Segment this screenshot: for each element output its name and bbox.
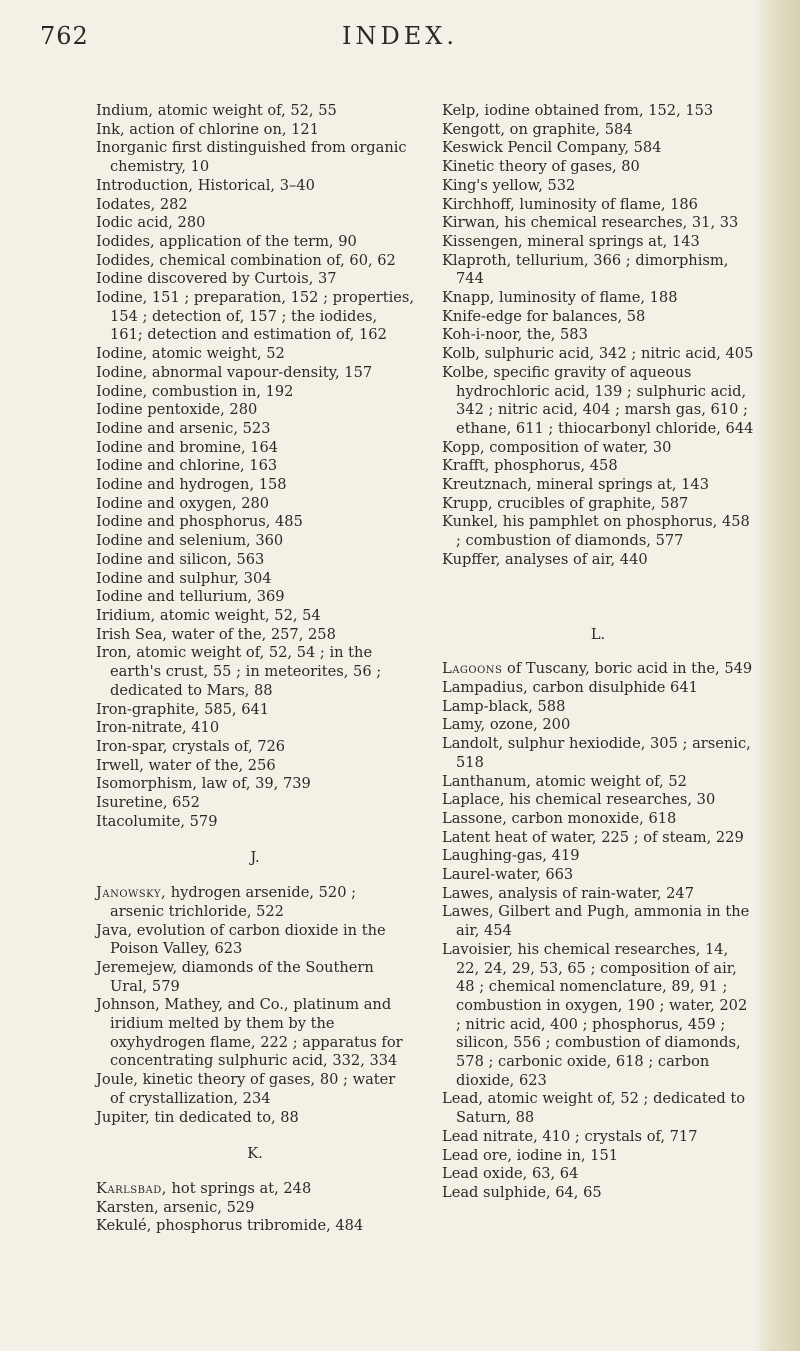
index-entry: Kengott, on graphite, 584	[442, 120, 633, 138]
index-entry: Latent heat of water, 225 ; of steam, 229	[442, 828, 744, 846]
index-entry: Iodine, atomic weight, 52	[96, 345, 285, 363]
index-entry: Iodine and silicon, 563	[96, 550, 265, 568]
index-entry: Lampadius, carbon disulphide 641	[442, 678, 698, 696]
index-entry: Introduction, Historical, 3–40	[96, 176, 315, 194]
index-entry: Keswick Pencil Company, 584	[442, 139, 662, 157]
index-entry: Kreutznach, mineral springs at, 143	[442, 476, 709, 494]
index-entry: Laughing-gas, 419	[442, 847, 580, 865]
index-entry: Iodine and bromine, 164	[96, 438, 279, 456]
index-entry: Lawes, Gilbert and Pugh, ammonia in the air, 454	[442, 903, 750, 940]
index-column-right	[442, 102, 754, 1203]
index-entry: Koh-i-noor, the, 583	[442, 326, 588, 344]
index-entry: Iodides, chemical combination of, 60, 62	[96, 251, 396, 269]
index-entry: Laurel-water, 663	[442, 866, 574, 884]
entries-k	[96, 1199, 414, 1236]
entry-lead-word: Karlsbad,	[96, 1179, 167, 1197]
index-entry: Iodine, 151 ; preparation, 152 ; properties, 154 ; detection of, 157 ; the iodides, 161; detection and estimation of, 162	[96, 289, 414, 344]
index-entry: Irwell, water of the, 256	[96, 756, 276, 774]
entry-lead-word: Lagoons	[442, 660, 503, 678]
index-entry: Kirchhoff, luminosity of flame, 186	[442, 195, 698, 213]
index-entry	[96, 1180, 414, 1199]
page-edge-shadow	[754, 0, 800, 1351]
index-entry	[96, 884, 414, 921]
index-entry: Laplace, his chemical researches, 30	[442, 791, 716, 809]
index-entry: Kupffer, analyses of air, 440	[442, 550, 648, 568]
index-entry: Java, evolution of carbon dioxide in the Poison Valley, 623	[96, 921, 386, 958]
section-letter-j: J.	[250, 849, 260, 867]
index-entry: Jupiter, tin dedicated to, 88	[96, 1108, 299, 1126]
index-entry: Lead nitrate, 410 ; crystals of, 717	[442, 1127, 698, 1145]
index-entry: Landolt, sulphur hexiodide, 305 ; arsenic, 518	[442, 735, 751, 771]
index-entry: Iodides, application of the term, 90	[96, 232, 357, 250]
index-entry: Kinetic theory of gases, 80	[442, 158, 640, 176]
page-header	[0, 18, 800, 68]
index-entry: Iodine and chlorine, 163	[96, 457, 278, 475]
entries-k-continued	[442, 102, 754, 570]
index-entry: Iodic acid, 280	[96, 214, 206, 232]
index-entry: Lamp-black, 588	[442, 697, 566, 715]
index-entry: Lanthanum, atomic weight of, 52	[442, 772, 687, 790]
index-entry: Kirwan, his chemical researches, 31, 33	[442, 214, 739, 232]
entries-i	[96, 102, 414, 831]
index-entry: Iodine pentoxide, 280	[96, 401, 258, 419]
index-entry: Lawes, analysis of rain-water, 247	[442, 884, 694, 902]
index-entry: Lavoisier, his chemical researches, 14, 22, 24, 29, 53, 65 ; composition of air, 48 ; chemical nomenclature, 89, 91 ; combustion in oxygen, 190 ; water, 202 ; nitric acid, 400 ; phosphorus, 459 ; silicon, 556 ; combustion of diamonds, 578 ; carbonic oxide, 618 ; carbon dioxide, 623	[442, 940, 748, 1089]
index-entry: Kolbe, specific gravity of aqueous hydrochloric acid, 139 ; sulphuric acid, 342 ; nitric acid, 404 ; marsh gas, 610 ; ethane, 611 ; thiocarbonyl chloride, 644	[442, 363, 754, 437]
entries-j	[96, 922, 414, 1128]
entry-text: hydrogen arsenide, 520 ; arsenic trichloride, 522	[110, 884, 357, 920]
section-letter-l: L.	[590, 625, 606, 643]
index-entry: Isuretine, 652	[96, 794, 200, 812]
index-entry: Iodine and selenium, 360	[96, 532, 284, 550]
index-entry	[442, 660, 754, 679]
entry-text: hot springs at, 248	[166, 1179, 312, 1197]
index-entry: Isomorphism, law of, 39, 739	[96, 775, 311, 793]
index-entry: Indium, atomic weight of, 52, 55	[96, 102, 337, 119]
index-entry: Iodine, abnormal vapour-density, 157	[96, 363, 373, 381]
index-entry: Kelp, iodine obtained from, 152, 153	[442, 102, 714, 119]
index-entry: Joule, kinetic theory of gases, 80 ; water of crystallization, 234	[96, 1071, 396, 1107]
section-letter-k: K.	[247, 1145, 263, 1163]
index-entry: Kunkel, his pamphlet on phosphorus, 458 ; combustion of diamonds, 577	[442, 513, 750, 550]
entry-lead-word: Janowsky,	[96, 884, 167, 902]
index-entry: Lamy, ozone, 200	[442, 716, 571, 734]
index-entry: Knapp, luminosity of flame, 188	[442, 289, 678, 307]
index-entry: Lassone, carbon monoxide, 618	[442, 809, 677, 827]
index-entry: Knife-edge for balances, 58	[442, 307, 646, 325]
index-entry: Krafft, phosphorus, 458	[442, 457, 618, 475]
index-entry: Ink, action of chlorine on, 121	[96, 120, 320, 138]
entry-text: of Tuscany, boric acid in the, 549	[502, 660, 753, 678]
index-entry: Lead sulphide, 64, 65	[442, 1183, 602, 1201]
index-entry: Iron, atomic weight of, 52, 54 ; in the earth's crust, 55 ; in meteorites, 56 ; dedicated to Mars, 88	[96, 644, 382, 699]
index-entry: Kolb, sulphuric acid, 342 ; nitric acid, 405	[442, 345, 754, 363]
index-entry: King's yellow, 532	[442, 176, 576, 194]
index-column-left	[96, 102, 414, 1236]
index-entry: Iridium, atomic weight, 52, 54	[96, 606, 321, 624]
running-title: INDEX.	[342, 22, 458, 50]
index-entry: Karsten, arsenic, 529	[96, 1198, 255, 1216]
index-entry: Iodine, combustion in, 192	[96, 382, 294, 400]
index-entry: Iodine and phosphorus, 485	[96, 513, 303, 531]
index-entry: Iodine and sulphur, 304	[96, 569, 272, 587]
index-entry: Itacolumite, 579	[96, 812, 218, 830]
index-entry: Iron-graphite, 585, 641	[96, 700, 270, 718]
index-entry: Jeremejew, diamonds of the Southern Ural, 579	[96, 958, 374, 995]
index-entry: Johnson, Mathey, and Co., platinum and iridium melted by them by the oxyhydrogen flame, 222 ; apparatus for concentrating sulphuric acid, 332, 334	[96, 996, 403, 1070]
index-entry: Lead oxide, 63, 64	[442, 1165, 579, 1183]
index-entry: Iodine discovered by Curtois, 37	[96, 270, 337, 288]
index-entry: Kissengen, mineral springs at, 143	[442, 232, 700, 250]
index-entry: Iodine and oxygen, 280	[96, 494, 270, 512]
index-entry: Lead, atomic weight of, 52 ; dedicated to Saturn, 88	[442, 1090, 746, 1127]
index-entry: Lead ore, iodine in, 151	[442, 1146, 619, 1164]
entries-l	[442, 679, 754, 1203]
index-entry: Irish Sea, water of the, 257, 258	[96, 625, 336, 643]
index-entry: Iodates, 282	[96, 195, 188, 213]
index-entry: Inorganic first distinguished from organic chemistry, 10	[96, 139, 407, 176]
page-number: 762	[40, 22, 89, 50]
index-entry: Kekulé, phosphorus tribromide, 484	[96, 1217, 364, 1235]
index-entry: Kopp, composition of water, 30	[442, 438, 672, 456]
index-entry: Iodine and arsenic, 523	[96, 419, 271, 437]
index-entry: Krupp, crucibles of graphite, 587	[442, 494, 689, 512]
index-entry: Iodine and tellurium, 369	[96, 588, 285, 606]
index-entry: Klaproth, tellurium, 366 ; dimorphism, 744	[442, 251, 729, 288]
index-entry: Iron-nitrate, 410	[96, 719, 220, 737]
index-entry: Iodine and hydrogen, 158	[96, 476, 287, 494]
index-entry: Iron-spar, crystals of, 726	[96, 737, 286, 755]
